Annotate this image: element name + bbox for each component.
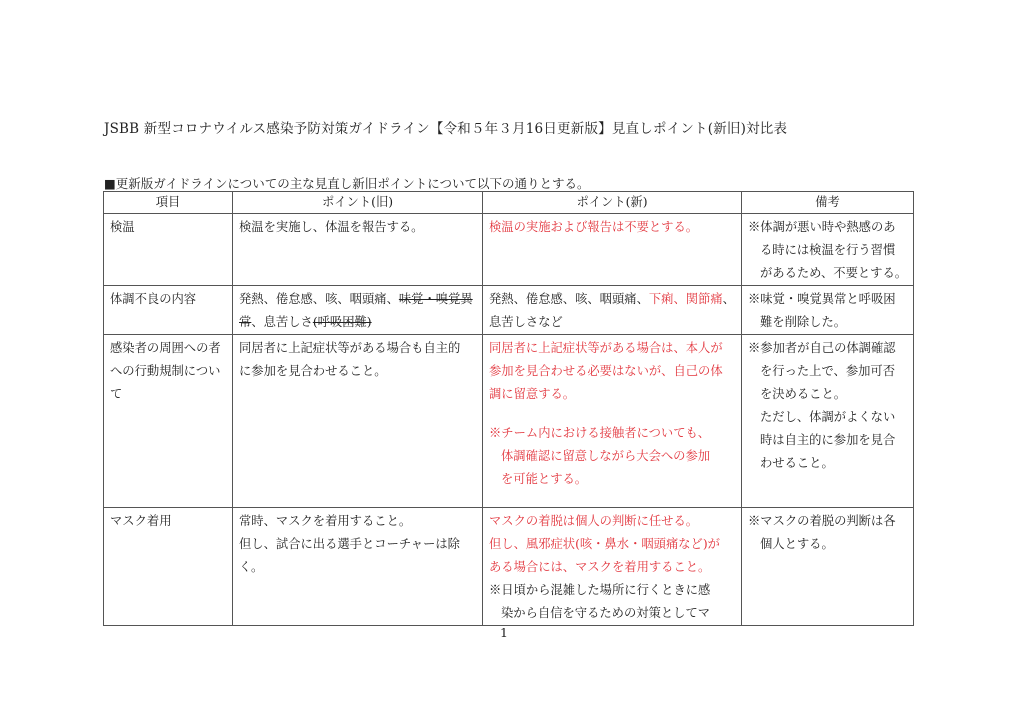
note-text: ※参加者が自己の体調確認 xyxy=(747,341,896,355)
page-number: 1 xyxy=(500,625,508,640)
intro-text: ■更新版ガイドラインについての主な見直し新旧ポイントについて以下の通りとする。 xyxy=(104,176,590,191)
note-text: ただし、体調がよくない xyxy=(759,410,896,424)
cell-note xyxy=(741,335,913,508)
cell-item xyxy=(104,214,233,286)
table-row xyxy=(104,286,914,335)
header-item: 項目 xyxy=(104,192,233,214)
new-text-changed: 調に留意する。 xyxy=(489,387,576,401)
new-text-changed: 但し、風邪症状(咳・鼻水・咽頭痛など)が xyxy=(489,537,720,551)
table-row xyxy=(104,214,914,286)
old-text: 常時、マスクを着用すること。 xyxy=(239,514,412,528)
note-text: があるため、不要とする。 xyxy=(759,266,908,280)
cell-old xyxy=(233,214,483,286)
table-header-row xyxy=(104,192,914,214)
old-text: 同居者に上記症状等がある場合も自主的 xyxy=(239,341,461,355)
new-text-changed: 下痢、関節痛 xyxy=(648,292,723,306)
new-text: 息苦しさなど xyxy=(489,315,563,329)
cell-new xyxy=(483,286,742,335)
note-text: 個人とする。 xyxy=(759,537,834,551)
item-label: 体調不良の内容 xyxy=(110,292,197,306)
note-text: を行った上で、参加可否 xyxy=(759,364,896,378)
new-text: 発熱、倦怠感、咳、咽頭痛、 xyxy=(489,292,649,306)
item-label: て xyxy=(110,387,123,401)
new-text-line xyxy=(489,288,735,311)
note-text: 難を削除した。 xyxy=(759,315,847,329)
note-text: ※体調が悪い時や熱感のあ xyxy=(747,220,896,234)
new-text: ※日頃から混雑した場所に行くときに感 xyxy=(489,583,711,597)
new-text-changed: 検温の実施および報告は不要とする。 xyxy=(489,220,699,234)
new-text-changed: ※チーム内における接触者についても、 xyxy=(489,426,711,440)
cell-new xyxy=(483,335,742,508)
old-text: に参加を見合わせること。 xyxy=(239,364,387,378)
document-title: JSBB 新型コロナウイルス感染予防対策ガイドライン【令和５年３月16日更新版】見直しポイント(新旧)対比表 xyxy=(104,121,788,137)
item-label: 感染者の周囲への者 xyxy=(110,341,221,355)
deleted-text: 味覚・嗅覚異 xyxy=(398,292,473,306)
old-text: 発熱、倦怠感、咳、咽頭痛、 xyxy=(239,292,399,306)
cell-note xyxy=(741,508,913,626)
new-text: 、 xyxy=(722,292,735,306)
note-text: わせること。 xyxy=(759,456,834,470)
new-text-changed: マスクの着脱は個人の判断に任せる。 xyxy=(489,514,699,528)
header-notes: 備考 xyxy=(741,192,913,214)
old-text: 、息苦しさ xyxy=(251,315,313,329)
old-text: く。 xyxy=(239,560,264,574)
cell-item xyxy=(104,335,233,508)
cell-new xyxy=(483,508,742,626)
cell-new xyxy=(483,214,742,286)
cell-old xyxy=(233,335,483,508)
item-label: 検温 xyxy=(110,220,135,234)
item-label: への行動規制につい xyxy=(110,364,221,378)
new-text-changed: 参加を見合わせる必要はないが、自己の体 xyxy=(489,364,723,378)
deleted-text: (呼吸困難) xyxy=(312,315,372,329)
new-text: 染から自信を守るための対策としてマ xyxy=(501,606,711,620)
comparison-table xyxy=(103,191,914,626)
old-text: 但し、試合に出る選手とコーチャーは除 xyxy=(239,537,460,551)
cell-note xyxy=(741,286,913,335)
cell-item xyxy=(104,286,233,335)
deleted-text: 常 xyxy=(239,315,252,329)
note-text: を決めること。 xyxy=(759,387,847,401)
note-text: ※マスクの着脱の判断は各 xyxy=(747,514,896,528)
cell-item xyxy=(104,508,233,626)
header-new-point: ポイント(新) xyxy=(483,192,742,214)
note-text: る時には検温を行う習慣 xyxy=(759,243,896,257)
item-label: マスク着用 xyxy=(110,514,172,528)
spacer xyxy=(489,406,735,422)
old-text: 検温を実施し、体温を報告する。 xyxy=(239,220,424,234)
new-text-changed: ある場合には、マスクを着用すること。 xyxy=(489,560,711,574)
cell-old xyxy=(233,286,483,335)
new-text-changed: を可能とする。 xyxy=(501,472,588,486)
note-text: 時は自主的に参加を見合 xyxy=(759,433,896,447)
header-old-point: ポイント(旧) xyxy=(233,192,483,214)
new-text-changed: 体調確認に留意しながら大会への参加 xyxy=(501,449,711,463)
old-text-line xyxy=(239,311,476,334)
cell-note xyxy=(741,214,913,286)
new-text-changed: 同居者に上記症状等がある場合は、本人が xyxy=(489,341,723,355)
cell-old xyxy=(233,508,483,626)
table-row xyxy=(104,335,914,508)
note-text: ※味覚・嗅覚異常と呼吸困 xyxy=(747,292,896,306)
old-text-line xyxy=(239,288,476,311)
table-row xyxy=(104,508,914,626)
